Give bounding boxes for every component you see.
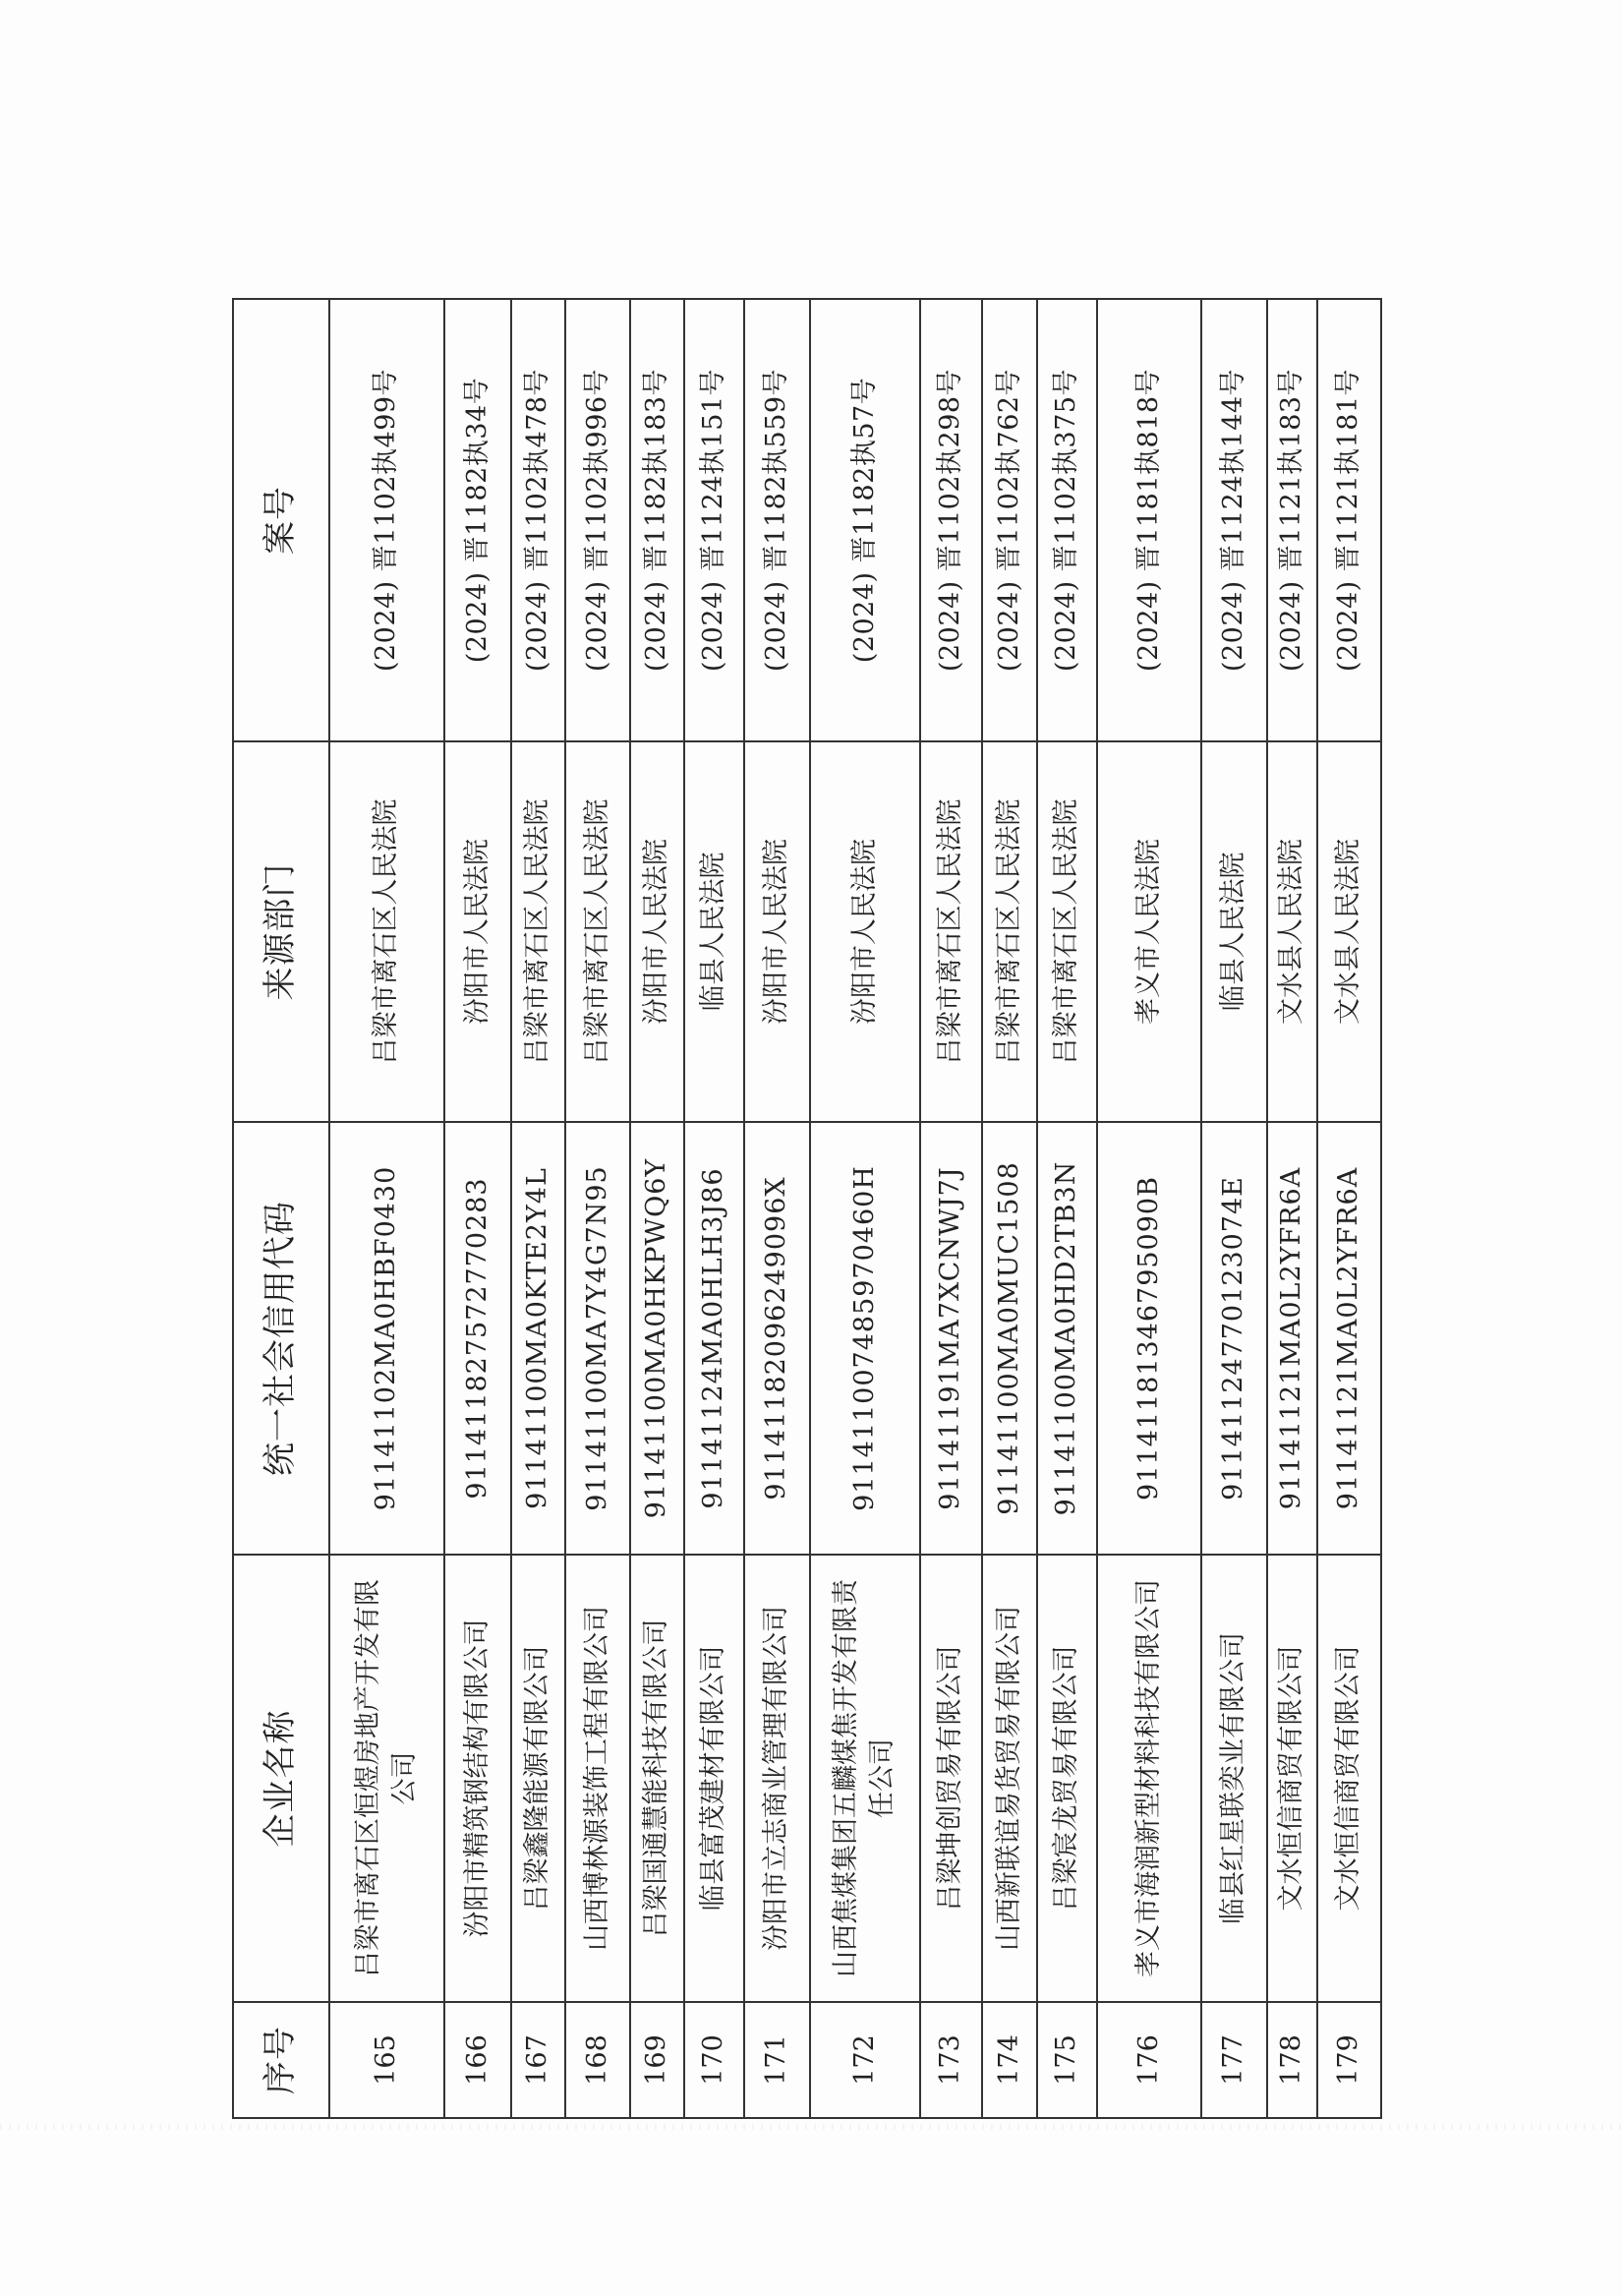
table-row	[1317, 299, 1381, 2118]
row-seq: 178	[1267, 2002, 1317, 2118]
row-credit-code: 911411827572770283	[444, 1122, 510, 1555]
row-company-name: 汾阳市立志商业管理有限公司	[744, 1555, 810, 2002]
row-company-name: 吕梁国通慧能科技有限公司	[630, 1555, 685, 2002]
row-case-number: (2024) 晋1102执298号	[920, 299, 983, 741]
table-row	[810, 299, 920, 2118]
row-seq: 165	[329, 2002, 444, 2118]
row-case-number: (2024) 晋1181执818号	[1097, 299, 1202, 741]
row-source-department: 吕梁市离石区人民法院	[920, 741, 983, 1122]
row-company-name: 吕梁坤创贸易有限公司	[920, 1555, 983, 2002]
table-row	[1097, 299, 1202, 2118]
row-seq: 173	[920, 2002, 983, 2118]
row-credit-code: 91141100MA7Y4G7N95	[565, 1122, 629, 1555]
row-case-number: (2024) 晋1102执499号	[329, 299, 444, 741]
row-company-name: 山西新联谊易货贸易有限公司	[982, 1555, 1037, 2002]
table-header-row	[233, 299, 329, 2118]
row-case-number: (2024) 晋1124执151号	[684, 299, 743, 741]
row-credit-code: 91141100MA0HKPWQ6Y	[630, 1122, 685, 1555]
row-company-name: 吕梁宸龙贸易有限公司	[1037, 1555, 1096, 2002]
row-source-department: 吕梁市离石区人民法院	[982, 741, 1037, 1122]
table-row	[744, 299, 810, 2118]
table-row	[982, 299, 1037, 2118]
row-credit-code: 91141102MA0HBF0430	[329, 1122, 444, 1555]
row-credit-code: 91141121MA0L2YFR6A	[1317, 1122, 1381, 1555]
row-seq: 170	[684, 2002, 743, 2118]
table-row	[1037, 299, 1096, 2118]
table-row	[565, 299, 629, 2118]
row-source-department: 临县人民法院	[684, 741, 743, 1122]
row-source-department: 文水县人民法院	[1317, 741, 1381, 1122]
row-company-name: 文水恒信商贸有限公司	[1317, 1555, 1381, 2002]
row-company-name: 临县富茂建材有限公司	[684, 1555, 743, 2002]
header-source-department: 来源部门	[233, 741, 329, 1122]
header-seq: 序号	[233, 2002, 329, 2118]
enforcement-register-table	[232, 298, 1382, 2119]
row-case-number: (2024) 晋1182执57号	[810, 299, 920, 741]
row-credit-code: 911411007485970460H	[810, 1122, 920, 1555]
row-source-department: 汾阳市人民法院	[444, 741, 510, 1122]
row-source-department: 孝义市人民法院	[1097, 741, 1202, 1122]
row-source-department: 吕梁市离石区人民法院	[1037, 741, 1096, 1122]
row-case-number: (2024) 晋1102执762号	[982, 299, 1037, 741]
row-case-number: (2024) 晋1102执478号	[511, 299, 566, 741]
row-credit-code: 91141121MA0L2YFR6A	[1267, 1122, 1317, 1555]
row-seq: 177	[1201, 2002, 1266, 2118]
rotated-table-wrapper	[232, 300, 1382, 2119]
row-case-number: (2024) 晋1121执181号	[1317, 299, 1381, 741]
table-row	[329, 299, 444, 2118]
row-company-name: 汾阳市精筑钢结构有限公司	[444, 1555, 510, 2002]
row-case-number: (2024) 晋1121执183号	[1267, 299, 1317, 741]
table-row	[1201, 299, 1266, 2118]
row-case-number: (2024) 晋1124执144号	[1201, 299, 1266, 741]
row-company-name: 吕梁鑫隆能源有限公司	[511, 1555, 566, 2002]
header-case-number: 案号	[233, 299, 329, 741]
row-seq: 176	[1097, 2002, 1202, 2118]
row-credit-code: 91141100MA0HD2TB3N	[1037, 1122, 1096, 1555]
row-company-name: 文水恒信商贸有限公司	[1267, 1555, 1317, 2002]
table-row	[511, 299, 566, 2118]
row-case-number: (2024) 晋1182执559号	[744, 299, 810, 741]
row-company-name: 临县红星联奕业有限公司	[1201, 1555, 1266, 2002]
row-seq: 166	[444, 2002, 510, 2118]
row-seq: 175	[1037, 2002, 1096, 2118]
row-case-number: (2024) 晋1182执183号	[630, 299, 685, 741]
row-company-name: 吕梁市离石区恒煜房地产开发有限公司	[329, 1555, 444, 2002]
row-seq: 169	[630, 2002, 685, 2118]
row-credit-code: 91141181346795090B	[1097, 1122, 1202, 1555]
row-company-name: 山西博林源装饰工程有限公司	[565, 1555, 629, 2002]
row-credit-code: 91141124770123074E	[1201, 1122, 1266, 1555]
table-row	[444, 299, 510, 2118]
row-seq: 179	[1317, 2002, 1381, 2118]
table-row	[630, 299, 685, 2118]
row-source-department: 文水县人民法院	[1267, 741, 1317, 1122]
row-seq: 174	[982, 2002, 1037, 2118]
row-credit-code: 91141124MA0HLH3J86	[684, 1122, 743, 1555]
row-source-department: 汾阳市人民法院	[630, 741, 685, 1122]
header-company-name: 企业名称	[233, 1555, 329, 2002]
table-row	[920, 299, 983, 2118]
row-source-department: 临县人民法院	[1201, 741, 1266, 1122]
row-case-number: (2024) 晋1102执996号	[565, 299, 629, 741]
row-seq: 172	[810, 2002, 920, 2118]
row-case-number: (2024) 晋1102执375号	[1037, 299, 1096, 741]
row-source-department: 吕梁市离石区人民法院	[511, 741, 566, 1122]
scan-noise-line	[0, 2124, 1623, 2130]
row-seq: 167	[511, 2002, 566, 2118]
header-credit-code: 统一社会信用代码	[233, 1122, 329, 1555]
row-company-name: 山西焦煤集团五麟煤焦开发有限责任公司	[810, 1555, 920, 2002]
row-seq: 171	[744, 2002, 810, 2118]
row-credit-code: 91141100MA0KTE2Y4L	[511, 1122, 566, 1555]
row-case-number: (2024) 晋1182执34号	[444, 299, 510, 741]
row-source-department: 吕梁市离石区人民法院	[329, 741, 444, 1122]
row-credit-code: 91141182096249096X	[744, 1122, 810, 1555]
row-credit-code: 91141100MA0MUC1508	[982, 1122, 1037, 1555]
row-credit-code: 91141191MA7XCNWJ7J	[920, 1122, 983, 1555]
row-source-department: 吕梁市离石区人民法院	[565, 741, 629, 1122]
table-row	[684, 299, 743, 2118]
row-source-department: 汾阳市人民法院	[744, 741, 810, 1122]
row-company-name: 孝义市海润新型材料科技有限公司	[1097, 1555, 1202, 2002]
table-row	[1267, 299, 1317, 2118]
row-seq: 168	[565, 2002, 629, 2118]
row-source-department: 汾阳市人民法院	[810, 741, 920, 1122]
